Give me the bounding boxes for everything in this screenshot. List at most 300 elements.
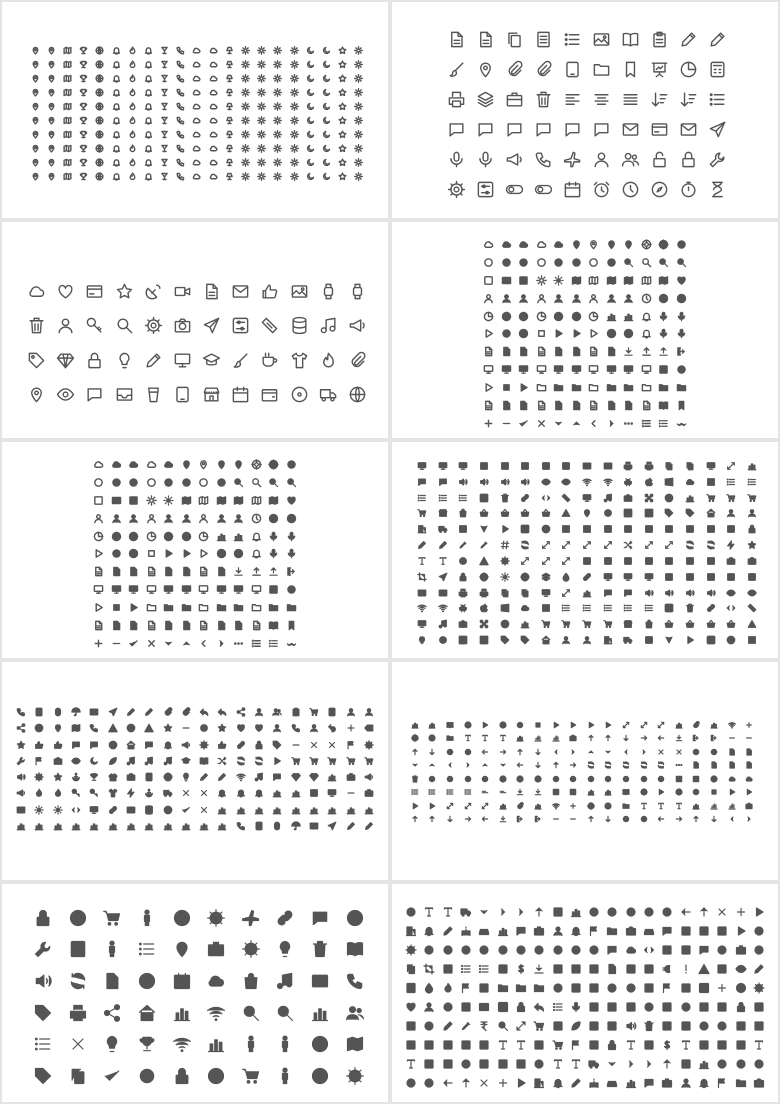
user-icon — [272, 723, 282, 733]
book-icon — [658, 400, 669, 411]
upload-icon — [658, 346, 669, 357]
copy-icon — [520, 588, 530, 598]
user-icon — [56, 316, 75, 335]
disc-icon — [290, 385, 309, 404]
play-icon — [428, 802, 436, 810]
thumb-icon — [53, 740, 63, 750]
eye-icon — [735, 963, 747, 975]
pie-icon — [536, 311, 547, 322]
target-icon — [268, 459, 279, 470]
bag-icon — [458, 508, 468, 518]
info-icon — [34, 723, 44, 733]
chart-icon — [623, 311, 634, 322]
sun-icon — [273, 130, 282, 139]
envelope-icon — [16, 805, 26, 815]
monitor-icon — [327, 788, 337, 798]
wifi-icon — [172, 1034, 192, 1054]
pin-icon — [47, 60, 56, 69]
circle-icon — [622, 775, 630, 783]
arrow-right-icon — [675, 815, 683, 823]
arrow-right-icon — [499, 748, 507, 756]
folder-icon — [251, 602, 262, 613]
folder-icon — [641, 382, 652, 393]
sun-icon — [354, 88, 363, 97]
square-icon — [698, 1001, 710, 1013]
arrow-up-icon — [428, 815, 436, 823]
speaker-icon — [706, 588, 716, 598]
speech-icon — [606, 944, 618, 956]
microphone-icon — [476, 150, 495, 169]
speaker-icon — [685, 588, 695, 598]
pin-icon — [31, 158, 40, 167]
speech-icon — [515, 925, 527, 937]
folder-icon — [233, 602, 244, 613]
square-icon — [458, 524, 468, 534]
square-icon — [658, 364, 669, 375]
arrows-icon — [603, 540, 613, 550]
star-icon — [338, 116, 347, 125]
flame-icon — [128, 74, 137, 83]
document-icon — [198, 566, 209, 577]
minus-icon — [501, 418, 512, 429]
pin-icon — [216, 459, 227, 470]
square-icon — [423, 1058, 435, 1070]
speaker-icon — [479, 477, 489, 487]
flame-icon — [34, 788, 44, 798]
pin-icon — [476, 60, 495, 79]
list-icon — [464, 788, 472, 796]
play-icon — [553, 328, 564, 339]
circle-icon — [625, 906, 637, 918]
refresh-icon — [685, 540, 695, 550]
chevron-left-icon — [198, 638, 209, 649]
dots-icon — [233, 638, 244, 649]
lock-icon — [747, 524, 757, 534]
circle-icon — [553, 257, 564, 268]
square-icon — [643, 982, 655, 994]
panel-1 — [2, 2, 388, 218]
document-icon — [728, 761, 736, 769]
trash-icon — [310, 939, 330, 959]
panel-7 — [2, 662, 388, 880]
chart-icon — [310, 1003, 330, 1023]
square-icon — [515, 1058, 527, 1070]
pause-icon — [206, 1066, 226, 1086]
square-icon — [552, 963, 564, 975]
play-icon — [753, 906, 765, 918]
flame-icon — [53, 788, 63, 798]
moon-icon — [306, 74, 315, 83]
search-icon — [623, 257, 634, 268]
pin-icon — [172, 939, 192, 959]
map-icon — [63, 158, 72, 167]
flame-icon — [128, 144, 137, 153]
bars-icon — [710, 802, 718, 810]
camera-icon — [625, 925, 637, 937]
cart-icon — [561, 619, 571, 629]
bell-icon — [112, 88, 121, 97]
document-icon — [447, 30, 466, 49]
square-icon — [661, 1020, 673, 1032]
chart-icon — [291, 788, 301, 798]
bars-icon — [728, 802, 736, 810]
lock-icon — [85, 351, 104, 370]
document-icon — [518, 400, 529, 411]
lock-icon — [515, 1001, 527, 1013]
play-icon — [272, 756, 282, 766]
cloud-icon — [518, 239, 529, 250]
windows-icon — [664, 477, 674, 487]
eye-icon — [71, 756, 81, 766]
minus-icon — [181, 723, 191, 733]
bell-icon — [112, 172, 121, 181]
square-icon — [716, 1039, 728, 1051]
presentation-icon — [650, 60, 669, 79]
circle-icon — [698, 1020, 710, 1032]
paperclip-icon — [534, 60, 553, 79]
square-icon — [623, 524, 633, 534]
square-icon — [664, 556, 674, 566]
play-icon — [181, 548, 192, 559]
mouse-icon — [53, 707, 63, 717]
chart-icon — [692, 802, 700, 810]
circle-icon — [640, 775, 648, 783]
cap-icon — [202, 351, 221, 370]
truck-icon — [460, 906, 472, 918]
circle-icon — [603, 508, 613, 518]
circle-icon — [552, 944, 564, 956]
circle-icon — [518, 257, 529, 268]
bell-icon — [698, 1077, 710, 1089]
square-icon — [606, 1020, 618, 1032]
list-icon — [582, 603, 592, 613]
folder-icon — [515, 982, 527, 994]
cloud-icon — [209, 102, 218, 111]
list-doc-icon — [534, 30, 553, 49]
arrow-down-icon — [710, 815, 718, 823]
in-icon — [520, 524, 530, 534]
user-icon — [588, 293, 599, 304]
arrow-up-icon — [552, 761, 560, 769]
cart-icon — [533, 1020, 545, 1032]
megaphone-icon — [505, 150, 524, 169]
list-icon — [658, 418, 669, 429]
pin-icon — [181, 459, 192, 470]
car-icon — [643, 925, 655, 937]
wrench-icon — [708, 150, 727, 169]
card-icon — [650, 120, 669, 139]
cart-icon — [291, 756, 301, 766]
circle-icon — [606, 982, 618, 994]
music-icon — [144, 756, 154, 766]
moon-icon — [322, 102, 331, 111]
user-icon — [364, 707, 374, 717]
command-icon — [644, 493, 654, 503]
chart-icon — [582, 588, 592, 598]
panel-4 — [392, 222, 778, 438]
bag-icon — [644, 619, 654, 629]
sun-icon — [146, 495, 157, 506]
tablet-icon — [173, 385, 192, 404]
flag-icon — [716, 1077, 728, 1089]
target-icon — [587, 802, 595, 810]
bell-icon — [112, 116, 121, 125]
ticket-icon — [260, 316, 279, 335]
folder-icon — [606, 382, 617, 393]
basket-icon — [685, 619, 695, 629]
copy-icon — [405, 963, 417, 975]
circle-icon — [625, 982, 637, 994]
cart-icon — [726, 493, 736, 503]
star-icon — [53, 772, 63, 782]
logout-icon — [286, 566, 297, 577]
arrows-icon — [561, 588, 571, 598]
document-icon — [198, 620, 209, 631]
document-icon — [128, 620, 139, 631]
square-icon — [753, 1001, 765, 1013]
sun-icon — [290, 88, 299, 97]
chart-icon — [327, 772, 337, 782]
circle-icon — [588, 257, 599, 268]
monitor-icon — [588, 364, 599, 375]
folder-icon — [658, 382, 669, 393]
pause-icon — [216, 548, 227, 559]
pie-icon — [679, 60, 698, 79]
bell-icon — [144, 102, 153, 111]
monitor-icon — [181, 584, 192, 595]
clock-icon — [268, 513, 279, 524]
bell-icon — [144, 158, 153, 167]
cloud-icon — [625, 944, 637, 956]
pause-icon — [606, 328, 617, 339]
layers-icon — [476, 90, 495, 109]
chevron-right-icon — [216, 638, 227, 649]
chart-icon — [144, 821, 154, 831]
slash-icon — [500, 619, 510, 629]
question-icon — [640, 788, 648, 796]
home-icon — [706, 508, 716, 518]
cart-icon — [552, 1039, 564, 1051]
trash-icon — [27, 316, 46, 335]
panel-9 — [2, 884, 388, 1102]
pen-icon — [460, 1020, 472, 1032]
list-icon — [747, 477, 757, 487]
circle-icon — [661, 906, 673, 918]
circle-icon — [216, 477, 227, 488]
trash-icon — [643, 1020, 655, 1032]
sun-icon — [290, 144, 299, 153]
android-icon — [623, 477, 633, 487]
sun-icon — [354, 46, 363, 55]
briefcase-icon — [126, 772, 136, 782]
text-icon — [625, 1039, 637, 1051]
bell-icon — [144, 74, 153, 83]
user-icon — [423, 1001, 435, 1013]
pie-icon — [146, 531, 157, 542]
pie-icon — [172, 908, 192, 928]
cloud-icon — [163, 459, 174, 470]
copy-icon — [68, 1066, 88, 1086]
pie-icon — [553, 311, 564, 322]
circle-icon — [428, 775, 436, 783]
cloud-icon — [192, 158, 201, 167]
monitor-icon — [128, 584, 139, 595]
circle-icon — [692, 748, 700, 756]
chart-icon — [411, 721, 419, 729]
reply-icon — [533, 1001, 545, 1013]
chevron-up-icon — [587, 748, 595, 756]
pill-icon — [582, 572, 592, 582]
book-icon — [621, 30, 640, 49]
text-icon — [570, 1058, 582, 1070]
heart-icon — [56, 282, 75, 301]
user-icon — [346, 707, 356, 717]
chevron-left-icon — [622, 748, 630, 756]
circle-icon — [405, 906, 417, 918]
f-icon — [644, 508, 654, 518]
circle-icon — [460, 1058, 472, 1070]
arrow-down-icon — [622, 734, 630, 742]
minus-icon — [745, 734, 753, 742]
speech-icon — [144, 740, 154, 750]
square-icon — [644, 556, 654, 566]
image-icon — [290, 282, 309, 301]
bell-icon — [144, 144, 153, 153]
pin-icon — [571, 239, 582, 250]
circle-icon — [692, 788, 700, 796]
grid-icon — [561, 524, 571, 534]
pin-icon — [47, 116, 56, 125]
pin-icon — [53, 723, 63, 733]
sun-icon — [34, 805, 44, 815]
square-icon — [497, 963, 509, 975]
flame-icon — [128, 60, 137, 69]
layers-icon — [541, 572, 551, 582]
document-icon — [251, 620, 262, 631]
document-icon — [111, 620, 122, 631]
square-icon — [561, 461, 571, 471]
pencil-icon — [346, 821, 356, 831]
chart-icon — [89, 821, 99, 831]
pie-icon — [518, 311, 529, 322]
align-center-icon — [592, 90, 611, 109]
chart-icon — [364, 805, 374, 815]
glass-icon — [160, 74, 169, 83]
star-icon — [217, 723, 227, 733]
heart-icon — [236, 723, 246, 733]
code-icon — [541, 493, 551, 503]
speech-icon — [643, 1077, 655, 1089]
cart-icon — [541, 619, 551, 629]
flame-icon — [128, 102, 137, 111]
flag-icon — [570, 1039, 582, 1051]
x-icon — [181, 788, 191, 798]
list-icon — [33, 1034, 53, 1054]
sun-icon — [354, 172, 363, 181]
glass-icon — [160, 88, 169, 97]
play-icon — [515, 1077, 527, 1089]
truck-icon — [163, 788, 173, 798]
play-icon — [552, 721, 560, 729]
flame-icon — [128, 158, 137, 167]
sun-icon — [273, 116, 282, 125]
folder-icon — [553, 382, 564, 393]
slash-icon — [534, 775, 542, 783]
square-icon — [698, 925, 710, 937]
text-icon — [515, 1039, 527, 1051]
cart-icon — [327, 756, 337, 766]
arrow-right-icon — [464, 815, 472, 823]
phone-icon — [176, 102, 185, 111]
pin-icon — [47, 130, 56, 139]
tag-icon — [685, 508, 695, 518]
copy-icon — [664, 461, 674, 471]
chevron-down-icon — [499, 761, 507, 769]
icon-grid-3 — [22, 274, 372, 412]
bell-icon — [641, 328, 652, 339]
target-icon — [251, 459, 262, 470]
map-icon — [63, 144, 72, 153]
dollar-icon — [661, 1039, 673, 1051]
question-icon — [464, 721, 472, 729]
monitor-icon — [251, 584, 262, 595]
pin-icon — [31, 46, 40, 55]
square-icon — [460, 1039, 472, 1051]
align-left-icon — [563, 90, 582, 109]
pencil-icon — [199, 772, 209, 782]
bell-icon — [144, 60, 153, 69]
moon-icon — [322, 172, 331, 181]
gear-icon — [34, 772, 44, 782]
square-icon — [582, 556, 592, 566]
play-icon — [483, 382, 494, 393]
chevron-down-icon — [606, 1058, 618, 1070]
heart-icon — [676, 275, 687, 286]
search-icon — [241, 1003, 261, 1023]
document-icon — [233, 620, 244, 631]
home-icon — [137, 1003, 157, 1023]
sun-icon — [257, 46, 266, 55]
truck-icon — [588, 1058, 600, 1070]
text-icon — [552, 1058, 564, 1070]
warning-icon — [108, 723, 118, 733]
square-icon — [716, 925, 728, 937]
chevron-right-icon — [643, 1058, 655, 1070]
hourglass-icon — [708, 180, 727, 199]
chart-icon — [216, 531, 227, 542]
mouse-icon — [272, 821, 282, 831]
phone-icon — [176, 46, 185, 55]
eye-icon — [56, 385, 75, 404]
arrows-icon — [561, 540, 571, 550]
square-icon — [483, 275, 494, 286]
link-icon — [275, 908, 295, 928]
plus-icon — [569, 802, 577, 810]
square-icon — [128, 495, 139, 506]
user-icon — [680, 1077, 692, 1089]
square-icon — [664, 572, 674, 582]
inbox-icon — [115, 385, 134, 404]
pie-icon — [571, 311, 582, 322]
bookmark-icon — [286, 620, 297, 631]
document-icon — [536, 346, 547, 357]
cloud-icon — [192, 74, 201, 83]
cloud-icon — [128, 459, 139, 470]
pencil-icon — [144, 351, 163, 370]
circle-icon — [111, 548, 122, 559]
gear-icon — [500, 556, 510, 566]
speech-icon — [661, 925, 673, 937]
